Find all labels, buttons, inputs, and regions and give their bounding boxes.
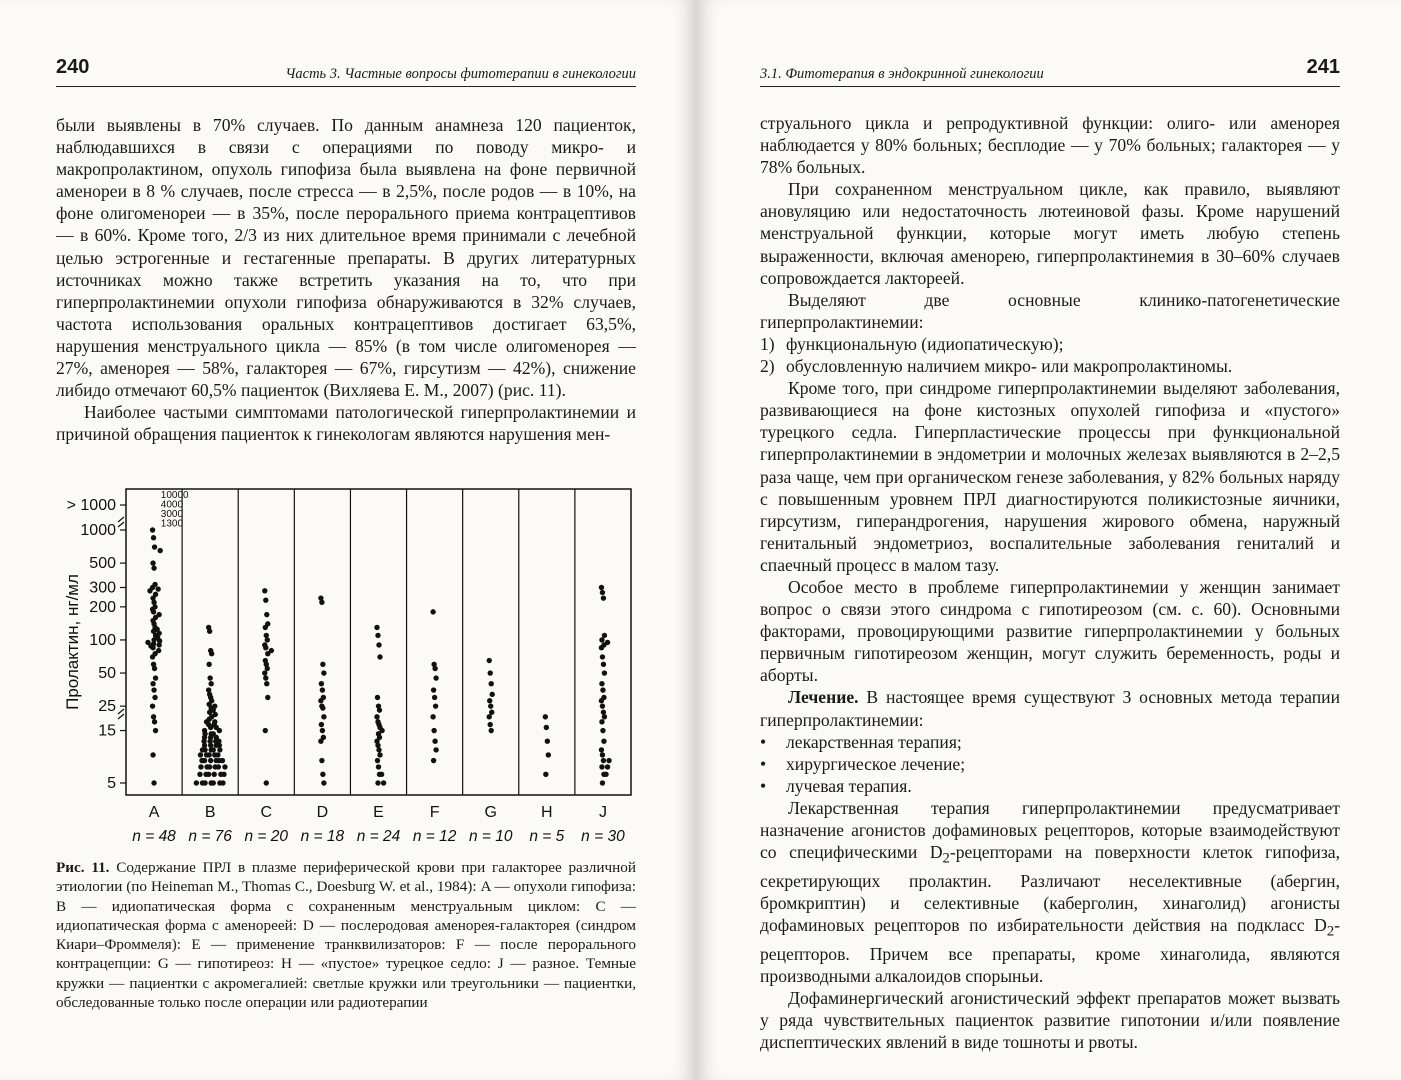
data-point xyxy=(321,714,326,719)
data-point xyxy=(600,780,605,785)
category-label: F xyxy=(429,804,440,821)
paragraph xyxy=(760,797,1340,987)
data-point xyxy=(321,780,326,785)
list-marker: 2) xyxy=(760,356,775,377)
data-point xyxy=(599,719,604,724)
y-tick-label: > 1000 xyxy=(66,497,116,514)
data-point xyxy=(263,675,268,680)
data-point xyxy=(602,633,607,638)
sample-size-label: n = 48 xyxy=(132,828,176,845)
data-point xyxy=(207,629,212,634)
data-point xyxy=(488,703,493,708)
y-tick-label: 100 xyxy=(89,631,116,649)
data-point xyxy=(432,695,437,700)
data-point xyxy=(320,772,325,777)
data-point xyxy=(204,764,209,769)
data-point xyxy=(602,714,607,719)
data-point xyxy=(377,707,382,712)
text-run: Лекарственная терапия гиперпролактинемии предусматривает назначение агонистов дофаминовых рецепторов, которые взаимодействуют со специфическими D xyxy=(760,797,1340,863)
list-item xyxy=(760,333,1340,355)
list-item xyxy=(760,355,1340,377)
data-point xyxy=(263,597,268,602)
data-point xyxy=(152,719,157,724)
data-point xyxy=(151,565,156,570)
list-item-text: обусловленную наличием микро- или макропролактиномы. xyxy=(786,356,1233,377)
left-text-block xyxy=(56,114,636,445)
category-label: J xyxy=(598,804,607,821)
data-point xyxy=(376,764,381,769)
data-point xyxy=(151,609,156,614)
data-point xyxy=(488,670,493,675)
text-run: -рецепторами на поверхности клеток гипофиза, секретирующих пролактин. Различают неселективные (абергин, бромкриптин) и селективные (каберголин, хинаголид) агонисты дофаминовых рецепторов по избирательности действия на подкласс D xyxy=(760,842,1340,935)
data-point xyxy=(601,758,606,763)
data-point xyxy=(265,695,270,700)
data-point xyxy=(433,675,438,680)
data-point xyxy=(264,612,269,617)
data-point xyxy=(318,738,323,743)
data-point xyxy=(375,780,380,785)
data-point xyxy=(211,747,216,752)
sample-size-label: n = 18 xyxy=(300,828,345,845)
data-point xyxy=(320,728,325,733)
data-point xyxy=(544,725,549,730)
treatment-label: Лечение. xyxy=(788,687,859,708)
paragraph: Выделяют две основные клинико-патогенетические гиперпролактинемии: xyxy=(760,289,1340,332)
data-point xyxy=(198,752,203,757)
data-point xyxy=(599,637,604,642)
data-point xyxy=(600,728,605,733)
data-point xyxy=(152,695,157,700)
data-point xyxy=(212,772,217,777)
data-point xyxy=(601,662,606,667)
data-point xyxy=(601,710,606,715)
data-point xyxy=(488,722,493,727)
data-point xyxy=(152,544,157,549)
data-point xyxy=(200,747,205,752)
axis-break-mark xyxy=(118,709,124,719)
bullet-text: хирургическое лечение; xyxy=(786,753,966,774)
sample-size-label: n = 10 xyxy=(468,828,513,845)
sample-size-label: n = 12 xyxy=(412,828,457,845)
data-point xyxy=(265,666,270,671)
data-point xyxy=(543,772,548,777)
data-point xyxy=(209,651,214,656)
paragraph: Кроме того, при синдроме гиперпролактинемии выделяют заболевания, развивающиеся на фоне кистозных опухолей гипофиза и «пустого» турецкого седла. Гиперпластические процессы при функциональной гиперпролактинемии в эндометрии и молочных железах выявляются в 2–2,5 раза чаще, чем при органическом генезе заболевания, у 82% больных наряду с повышенным уровнем ПРЛ диагностируются поликистозные яичники, гирсутизм, гиперандрогения, нарушения жирового обмена, наружный генитальный эндометриоз, воспалительные заболевания гениталий и спаечный процесс в малом тазу. xyxy=(760,378,1340,575)
data-point xyxy=(599,681,604,686)
data-point xyxy=(599,747,604,752)
data-point xyxy=(379,772,384,777)
paragraph: Дофаминергический агонистический эффект препаратов может вызвать у ряда чувствительных пациенток развитие гипотонии и/или появление диспептических явлений в виде тошноты и рвоты. xyxy=(760,987,1340,1052)
data-point xyxy=(265,637,270,642)
prolactin-scatter-chart xyxy=(56,485,656,845)
data-point xyxy=(152,666,157,671)
y-tick-label: 5 xyxy=(107,775,116,792)
data-point xyxy=(319,681,324,686)
data-point xyxy=(321,670,326,675)
data-point xyxy=(600,752,605,757)
bullet-marker: • xyxy=(760,731,767,752)
paragraph: были выявлены в 70% случаев. По данным анамнеза 120 пациенток, наблюдавшихся в связи с операциями по поводу микро- и макропролактином, опухоль гипофиза была выявлена на фоне первичной аменореи в 8 % случаев, после стресса — в 2,5%, после родов — в 10%, на фоне олигоменореи — в 35%, после перорального приема контрацептивов — в 60%. Кроме того, 2/3 из них длительное время принимали с лечебной целью эстрогенные и гестагенные препараты. В других литературных источниках можно также встретить указания на то, что при гиперпролактинемии опухоли гипофиза обнаруживаются в 32% случаев, частота использования оральных контрацептивов достигает 63,5%, нарушения менструального цикла — 85% (в том числе олигоменорея — 27%, аменорея — 58%, галакторея — 67%, гирсутизм — 42%), снижение либидо отмечают 60,5% пациенток (Вихляева Е. М., 2007) (рис. 11). xyxy=(56,115,636,401)
data-point xyxy=(208,758,213,763)
data-point xyxy=(375,758,380,763)
data-point xyxy=(490,692,495,697)
data-point xyxy=(204,752,209,757)
data-point xyxy=(318,698,323,703)
data-point xyxy=(489,710,494,715)
data-point xyxy=(220,780,225,785)
y-tick-label: 300 xyxy=(89,579,116,597)
high-value-label: 4000 xyxy=(160,499,184,511)
right-page xyxy=(698,0,1401,1080)
category-label: C xyxy=(260,804,273,821)
data-point xyxy=(211,780,216,785)
data-point xyxy=(222,764,227,769)
data-point xyxy=(602,670,607,675)
data-point xyxy=(262,588,267,593)
high-value-label: 10000 xyxy=(160,490,189,501)
bullet-marker: • xyxy=(760,775,767,796)
y-tick-label: 1000 xyxy=(80,522,116,539)
axis-break-mark xyxy=(118,517,124,527)
data-point xyxy=(320,705,325,710)
data-point xyxy=(156,642,161,647)
data-point xyxy=(599,645,604,650)
sample-size-label: n = 76 xyxy=(188,828,232,845)
data-point xyxy=(217,747,222,752)
data-point xyxy=(151,600,156,605)
data-point xyxy=(199,758,204,763)
sample-size-label: n = 24 xyxy=(356,828,401,845)
subscript: 2 xyxy=(942,850,950,867)
data-point xyxy=(208,681,213,686)
running-title: Часть 3. Частные вопросы фитотерапии в гинекологии xyxy=(285,66,636,82)
y-tick-label: 200 xyxy=(89,598,116,616)
data-point xyxy=(601,738,606,743)
data-point xyxy=(599,764,604,769)
data-point xyxy=(200,780,205,785)
category-label: E xyxy=(373,804,384,821)
text-run: -рецепторов. Причем все препараты, кроме хинаголида, являются производными алкалоидов спорыньи. xyxy=(760,914,1340,986)
data-point xyxy=(263,625,268,630)
paragraph: Особое место в проблеме гиперпролактинемии у женщин занимает вопрос о связи этого синдрома с гипотиреозом (см. с. 60). Основными факторами, провоцирующими развитие гиперпролактинемии у больных первичным гипотиреозом женщин, могут служить беременность, роды и аборты. xyxy=(760,576,1340,686)
sample-size-label: n = 20 xyxy=(244,828,289,845)
data-point xyxy=(431,758,436,763)
data-point xyxy=(545,738,550,743)
data-point xyxy=(433,703,438,708)
bullet-text: лекарственная терапия; xyxy=(786,731,962,752)
data-point xyxy=(377,654,382,659)
data-point xyxy=(263,728,268,733)
page-number: 241 xyxy=(1306,56,1340,78)
data-point xyxy=(151,780,156,785)
y-tick-label: 25 xyxy=(98,698,116,716)
data-point xyxy=(263,645,268,650)
data-point xyxy=(375,695,380,700)
data-point xyxy=(264,633,269,638)
category-label: D xyxy=(316,804,329,821)
data-point xyxy=(320,687,325,692)
data-point xyxy=(206,662,211,667)
data-point xyxy=(217,743,222,748)
data-point xyxy=(320,662,325,667)
data-point xyxy=(198,764,203,769)
data-point xyxy=(150,654,155,659)
data-point xyxy=(430,714,435,719)
paragraph: При сохраненном менструальном цикле, как правило, выявляют ановуляцию или недостаточность лютеиновой фазы. Кроме нарушений менструальной функции, которые могут иметь любую степень выраженности, включая аменорею, гиперпролактинемия в 30–60% случаев сопровождается лактореей. xyxy=(760,179,1340,288)
y-axis-label: Пролактин, нг/мл xyxy=(63,574,82,710)
data-point xyxy=(197,772,202,777)
left-running-header xyxy=(56,58,636,87)
data-point xyxy=(432,666,437,671)
data-point xyxy=(375,633,380,638)
data-point xyxy=(150,527,155,532)
category-label: B xyxy=(204,804,216,821)
data-point xyxy=(319,722,324,727)
data-point xyxy=(431,728,436,733)
y-tick-label: 15 xyxy=(98,722,116,740)
data-point xyxy=(430,609,435,614)
caption-text: Содержание ПРЛ в плазме периферической крови при галакторее различной этиологии (по Heineman M., Thomas C., Doesburg W. et al., 1984): A — опухоли гипофиза: B — идиопатическая форма с сохраненным менструальным циклом: C — идиопатическая форма с аменореей: D — послеродовая аменорея-галакторея (синдром Киари–Фроммеля): E — применение транквилизаторов: F — после перорального контрацепции: G — гипотиреоз: H — «пустое» турецкое седло: J — разное. Темные кружки — пациентки с акромегалией: светлые кружки или треугольники — пациентки, обследованные только после операции или радиотерапии xyxy=(56,859,636,1012)
data-point xyxy=(489,681,494,686)
data-point xyxy=(600,590,605,595)
data-point xyxy=(217,728,222,733)
page-number: 240 xyxy=(56,56,90,78)
data-point xyxy=(603,772,608,777)
data-point xyxy=(487,658,492,663)
high-value-label: 3000 xyxy=(160,509,184,520)
data-point xyxy=(319,600,324,605)
data-point xyxy=(208,743,213,748)
bullet-marker: • xyxy=(760,753,767,774)
data-point xyxy=(150,703,155,708)
category-label: A xyxy=(148,804,160,821)
data-point xyxy=(215,752,220,757)
data-point xyxy=(381,780,386,785)
bullet-item xyxy=(760,753,1340,775)
data-point xyxy=(264,681,269,686)
data-point xyxy=(487,698,492,703)
list-item-text: функциональную (идиопатическую); xyxy=(786,333,1064,354)
data-point xyxy=(376,642,381,647)
data-point xyxy=(153,675,158,680)
data-point xyxy=(150,681,155,686)
data-point xyxy=(374,714,379,719)
right-text-block xyxy=(760,112,1340,1053)
data-point xyxy=(599,585,604,590)
data-point xyxy=(264,780,269,785)
category-label: H xyxy=(541,804,553,821)
data-point xyxy=(153,728,158,733)
left-page xyxy=(0,0,694,1080)
bullet-item xyxy=(760,775,1340,797)
data-point xyxy=(208,725,213,730)
data-point xyxy=(151,535,156,540)
data-point xyxy=(375,743,380,748)
treatment-text: В настоящее время существуют 3 основных метода терапии гиперпролактинемии: xyxy=(760,687,1340,730)
data-point xyxy=(203,772,208,777)
bullet-item xyxy=(760,731,1340,753)
data-point xyxy=(157,548,162,553)
data-point xyxy=(376,747,381,752)
data-point xyxy=(151,714,156,719)
data-point xyxy=(600,654,605,659)
data-point xyxy=(605,764,610,769)
figure-caption xyxy=(56,858,636,1012)
caption-label: Рис. 11. xyxy=(56,859,110,876)
data-point xyxy=(150,645,155,650)
y-tick-label: 50 xyxy=(98,665,116,683)
data-point xyxy=(600,703,605,708)
data-point xyxy=(151,687,156,692)
paragraph xyxy=(760,686,1340,730)
data-point xyxy=(220,758,225,763)
paragraph: Наиболее частыми симптомами патологической гиперпролактинемии и причиной обращения пациенток к гинекологам являются нарушения мен- xyxy=(56,402,636,445)
data-point xyxy=(150,560,155,565)
list-marker: 1) xyxy=(760,333,775,354)
y-tick-label: 500 xyxy=(89,555,116,573)
data-point xyxy=(601,595,606,600)
data-point xyxy=(377,752,382,757)
data-point xyxy=(216,764,221,769)
data-point xyxy=(599,698,604,703)
data-point xyxy=(207,675,212,680)
data-point xyxy=(194,780,199,785)
data-point xyxy=(221,772,226,777)
data-point xyxy=(150,752,155,757)
data-point xyxy=(546,752,551,757)
sample-size-label: n = 5 xyxy=(529,828,565,845)
sample-size-label: n = 30 xyxy=(581,828,625,845)
data-point xyxy=(147,588,152,593)
right-running-header xyxy=(760,58,1340,87)
data-point xyxy=(543,714,548,719)
data-point xyxy=(155,586,160,591)
data-point xyxy=(431,687,436,692)
data-point xyxy=(319,758,324,763)
data-point xyxy=(262,670,267,675)
data-point xyxy=(600,687,605,692)
paragraph: струального цикла и репродуктивной функции: олиго- или аменорея наблюдается у 80% больных; бесплодие — у 70% больных; галакторея — у 78% больных. xyxy=(760,113,1340,178)
data-point xyxy=(487,714,492,719)
data-point xyxy=(433,747,438,752)
bullet-text: лучевая терапия. xyxy=(786,775,912,796)
high-value-label: 1300 xyxy=(160,518,184,530)
data-point xyxy=(432,738,437,743)
data-point xyxy=(265,651,270,656)
category-label: G xyxy=(484,804,497,821)
subscript: 2 xyxy=(1326,923,1335,940)
data-point xyxy=(489,728,494,733)
data-point xyxy=(606,758,611,763)
data-point xyxy=(374,625,379,630)
running-title: 3.1. Фитотерапия в эндокринной гинекологии xyxy=(760,66,1044,82)
